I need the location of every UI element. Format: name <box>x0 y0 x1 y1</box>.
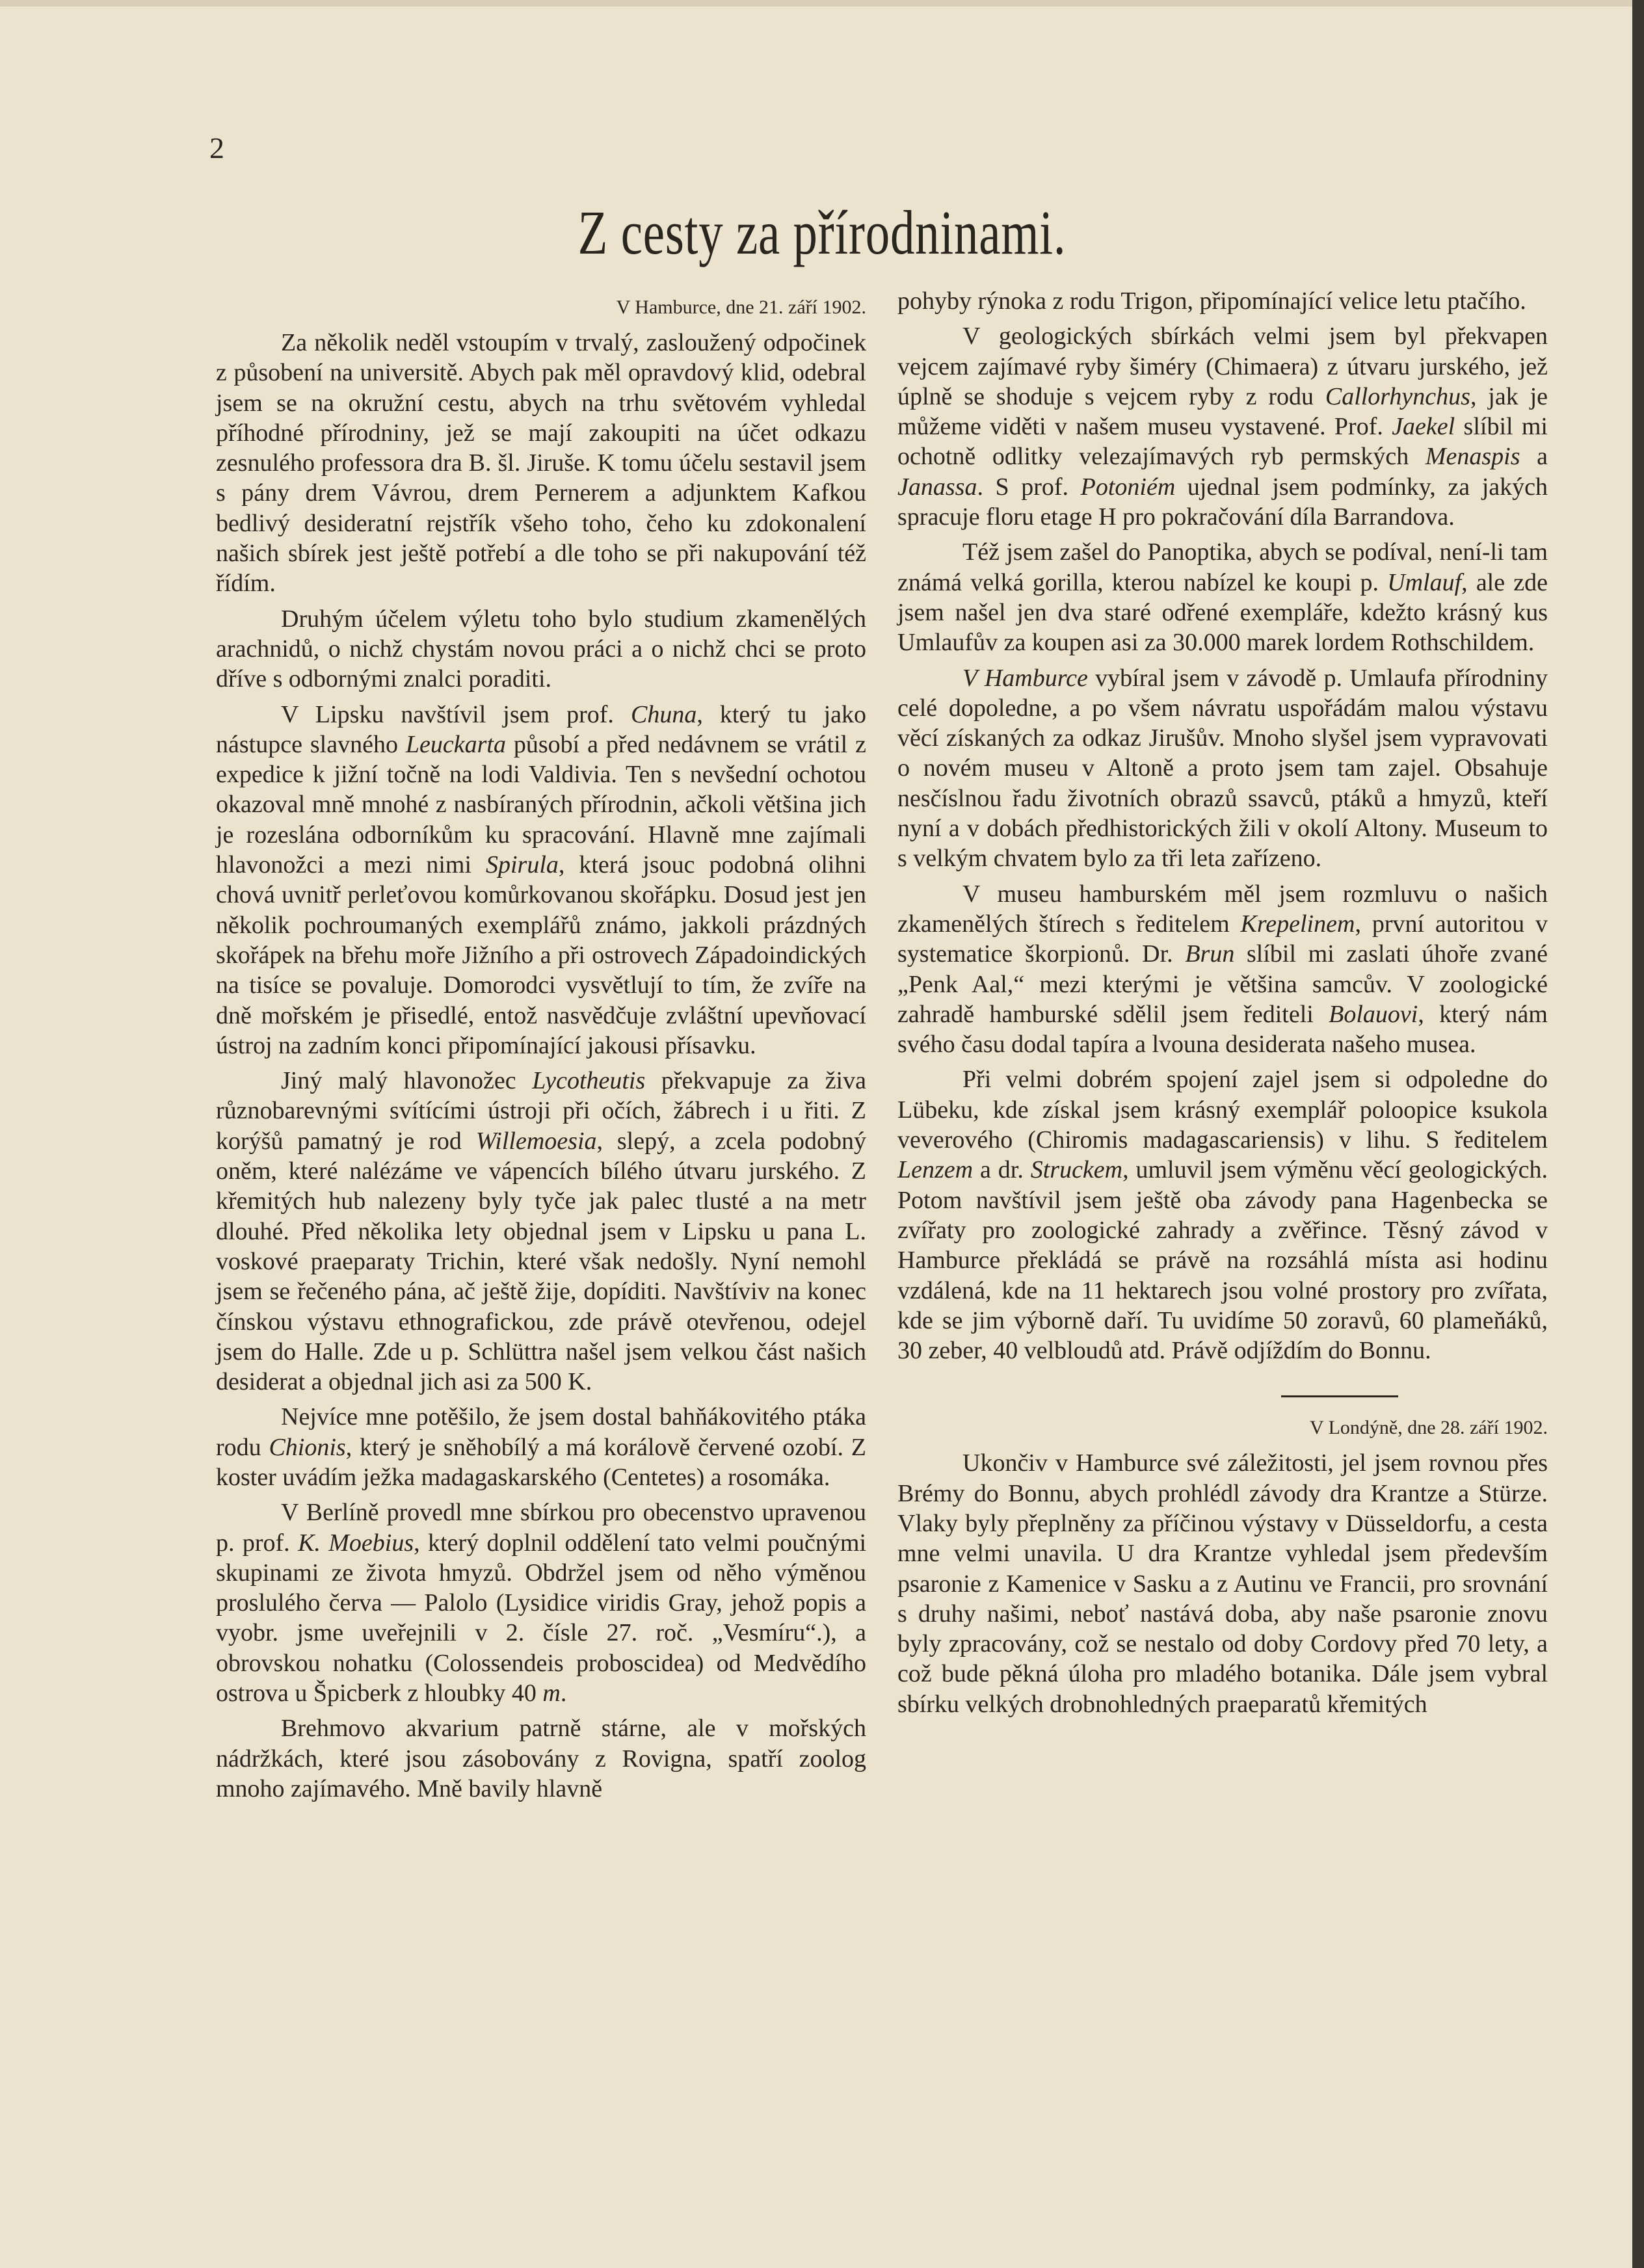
right-column <box>897 286 1548 1719</box>
paragraph: Při velmi dobrém spojení zajel jsem si odpoledne do Lübeku, kde získal jsem krásný exemplář poloopice ksukola veverového (Chiromis madagascariensis) v lihu. S ředitelem Lenzem a dr. Struckem, umluvil jsem výměnu věcí geologických. Potom navštívil jsem ještě oba závody pana Hagenbecka se zvířaty pro zoologické zahrady a zvěřince. Těsný závod v Hamburce překládá se právě na rozsáhlá místa asi hodinu vzdálená, kde na 11 hektarech jsou volné prostory pro zvířata, kde se jim výborně daří. Tu uvidíme 50 zoravů, 60 plameňáků, 30 zeber, 40 velbloudů atd. Právě odjíždím do Bonnu. <box>897 1066 1548 1365</box>
dateline-hamburg: V Hamburce, dne 21. září 1902. <box>616 297 866 318</box>
paragraph: V Hamburce vybíral jsem v závodě p. Umlaufa přírodniny celé dopoledne, a po všem návratu uspořádám malou výstavu věcí získaných za odkaz Jirušův. Mnoho slyšel jsem vypravovati o novém museu v Altoně a proto jsem tam zajel. Obsahuje nesčíslnou řadu životních obrazů ssavců, ptáků a hmyzů, kteří nyní a v dobách předhistorických žili v okolí Altony. Museum to s velkým chvatem bylo za tři leta zařízeno. <box>897 664 1548 873</box>
paragraph: pohyby rýnoka z rodu Trigon, připomínající velice letu ptačího. <box>897 287 1526 315</box>
section-divider <box>1281 1395 1398 1397</box>
paragraph: V Lipsku navštívil jsem prof. Chuna, který tu jako nástupce slavného Leuckarta působí a před nedávnem se vrátil z expedice k jižní točně na lodi Valdivia. Ten s nevšední ochotou okazoval mně mnohé z nasbíraných přírodnin, ačkoli většina jich je rozeslána odborníkům ku spracování. Hlavně mne zajímali hlavonožci a mezi nimi Spirula, která jsouc podobná olihni chová uvnitř perleťovou komůrkovanou skořápku. Dosud jest jen několik pochroumaných exemplářů známo, jakkoli prázdných skořápek na břehu moře Jižního a při ostrovech Západoindických na tisíce se povaluje. Domorodci vysvětlují to tím, že zvíře na dně mořském je přisedlé, entož nasvědčuje zvláštní upevňovací ústroj na zadním konci připomínající jakousi přísavku. <box>216 700 866 1059</box>
article-title: Z cesty za přírodninami. <box>577 198 1067 267</box>
paragraph: Brehmovo akvarium patrně stárne, ale v mořských nádržkách, které jsou zásobovány z Rovigna, spatří zoolog mnoho zajímavého. Mně bavily hlavně <box>216 1715 866 1802</box>
top-edge <box>0 0 1644 7</box>
dateline-london: V Londýně, dne 28. září 1902. <box>1309 1417 1548 1439</box>
paragraph: Jiný malý hlavonožec Lycotheutis překvapuje za živa různobarevnými svítícími ústroji při očích, žábrech i u řiti. Z korýšů pamatný je rod Willemoesia, slepý, a zcela podobný oněm, které nalézáme ve vápencích bílého útvaru jurského. Z křemitých hub nalezeny byly tyče jak palec tlusté a na metr dlouhé. Před několika lety objednal jsem v Lipsku u pana L. voskové praeparaty Trichin, které však nedošly. Nyní nemohl jsem se řečeného pána, ač ještě žije, dopíditi. Navštíviv na konec čínskou výstavu ethnografickou, zde právě otevřenou, odejel jsem do Halle. Zde u p. Schlüttra našel jsem velkou část našich desiderat a objednal jich asi za 500 K. <box>216 1067 866 1396</box>
scan-edge <box>1632 0 1644 2268</box>
paragraph: Za několik neděl vstoupím v trvalý, zasloužený odpočinek z působení na universitě. Abych pak měl opravdový klid, odebral jsem se na okružní cestu, abych na trhu světovém vyhledal příhodné přírodniny, jež se mají zakoupiti na účet odkazu zesnulého professora dra B. šl. Jiruše. K tomu účelu sestavil jsem s pány drem Vávrou, drem Pernerem a adjunktem Kafkou bedlivý desideratní rejstřík všeho toho, čeho ku zdokonalení našich sbírek jest ještě potřebí a dle toho se při nakupování též řídím. <box>216 329 866 598</box>
left-column <box>216 286 866 1804</box>
paragraph: V museu hamburském měl jsem rozmluvu o našich zkamenělých štírech s ředitelem Krepelinem, první autoritou v systematice škorpionů. Dr. Brun slíbil mi zaslati úhoře zvané „Penk Aal,“ mezi kterými je většina samcův. V zoologické zahradě hamburské sdělil jsem řediteli Bolauovi, který nám svého času dodal tapíra a lvouna desiderata našeho musea. <box>897 880 1548 1059</box>
paragraph: Též jsem zašel do Panoptika, abych se podíval, není-li tam známá velká gorilla, kterou nabízel ke koupi p. Umlauf, ale zde jsem našel jen dva staré odřené exempláře, kdežto krásný kus Umlaufův za koupen asi za 30.000 marek lordem Rothschildem. <box>897 538 1548 657</box>
paragraph: V geologických sbírkách velmi jsem byl překvapen vejcem zajímavé ryby šiméry (Chimaera) z útvaru jurského, jež úplně se shoduje s vejcem ryby z rodu Callorhynchus, jak je můžeme viděti v našem museu vystavené. Prof. Jaekel slíbil mi ochotně odlitky velezajímavých ryb permských Menaspis a Janassa. S prof. Potoniém ujednal jsem podmínky, za jakých spracuje floru etage H pro pokračování díla Barrandova. <box>897 323 1548 531</box>
paragraph: V Berlíně provedl mne sbírkou pro obecenstvo upravenou p. prof. K. Moebius, který doplnil oddělení tato velmi poučnými skupinami ze života hmyzů. Obdržel jsem od něho výměnou proslulého červa — Palolo (Lysidice viridis Gray, jehož popis a vyobr. jsme uveřejnili v 2. čísle 27. roč. „Vesmíru“.), a obrovskou nohatku (Colossendeis proboscidea) od Medvědího ostrova u Špicberk z hloubky 40 m. <box>216 1499 866 1708</box>
paragraph: Ukončiv v Hamburce své záležitosti, jel jsem rovnou přes Brémy do Bonnu, abych prohlédl závody dra Krantze a Stürze. Vlaky byly přeplněny za příčinou výstavy v Düsseldorfu, a cesta mne velmi unavila. U dra Krantze vyhledal jsem především psaronie z Kamenice v Sasku a z Autinu ve Francii, pro srovnání s druhy našimi, neboť nastává doba, aby naše psaronie znovu byly zpracovány, což se nestalo od doby Cordovy před 70 lety, a což bude pěkná úloha pro mladého botanika. Dále jsem vybral sbírku velkých drobnohledných praeparatů křemitých <box>897 1449 1548 1718</box>
page-number: 2 <box>209 131 224 165</box>
paragraph: Nejvíce mne potěšilo, že jsem dostal bahňákovitého ptáka rodu Chionis, který je sněhobílý a má korálově červené ozobí. Z koster uvádím ježka madagaskarského (Centetes) a rosomáka. <box>216 1403 866 1491</box>
paragraph: Druhým účelem výletu toho bylo studium zkamenělých arachnidů, o nichž chystám novou práci a o nichž chci se proto dříve s odbornými znalci poraditi. <box>216 605 866 693</box>
